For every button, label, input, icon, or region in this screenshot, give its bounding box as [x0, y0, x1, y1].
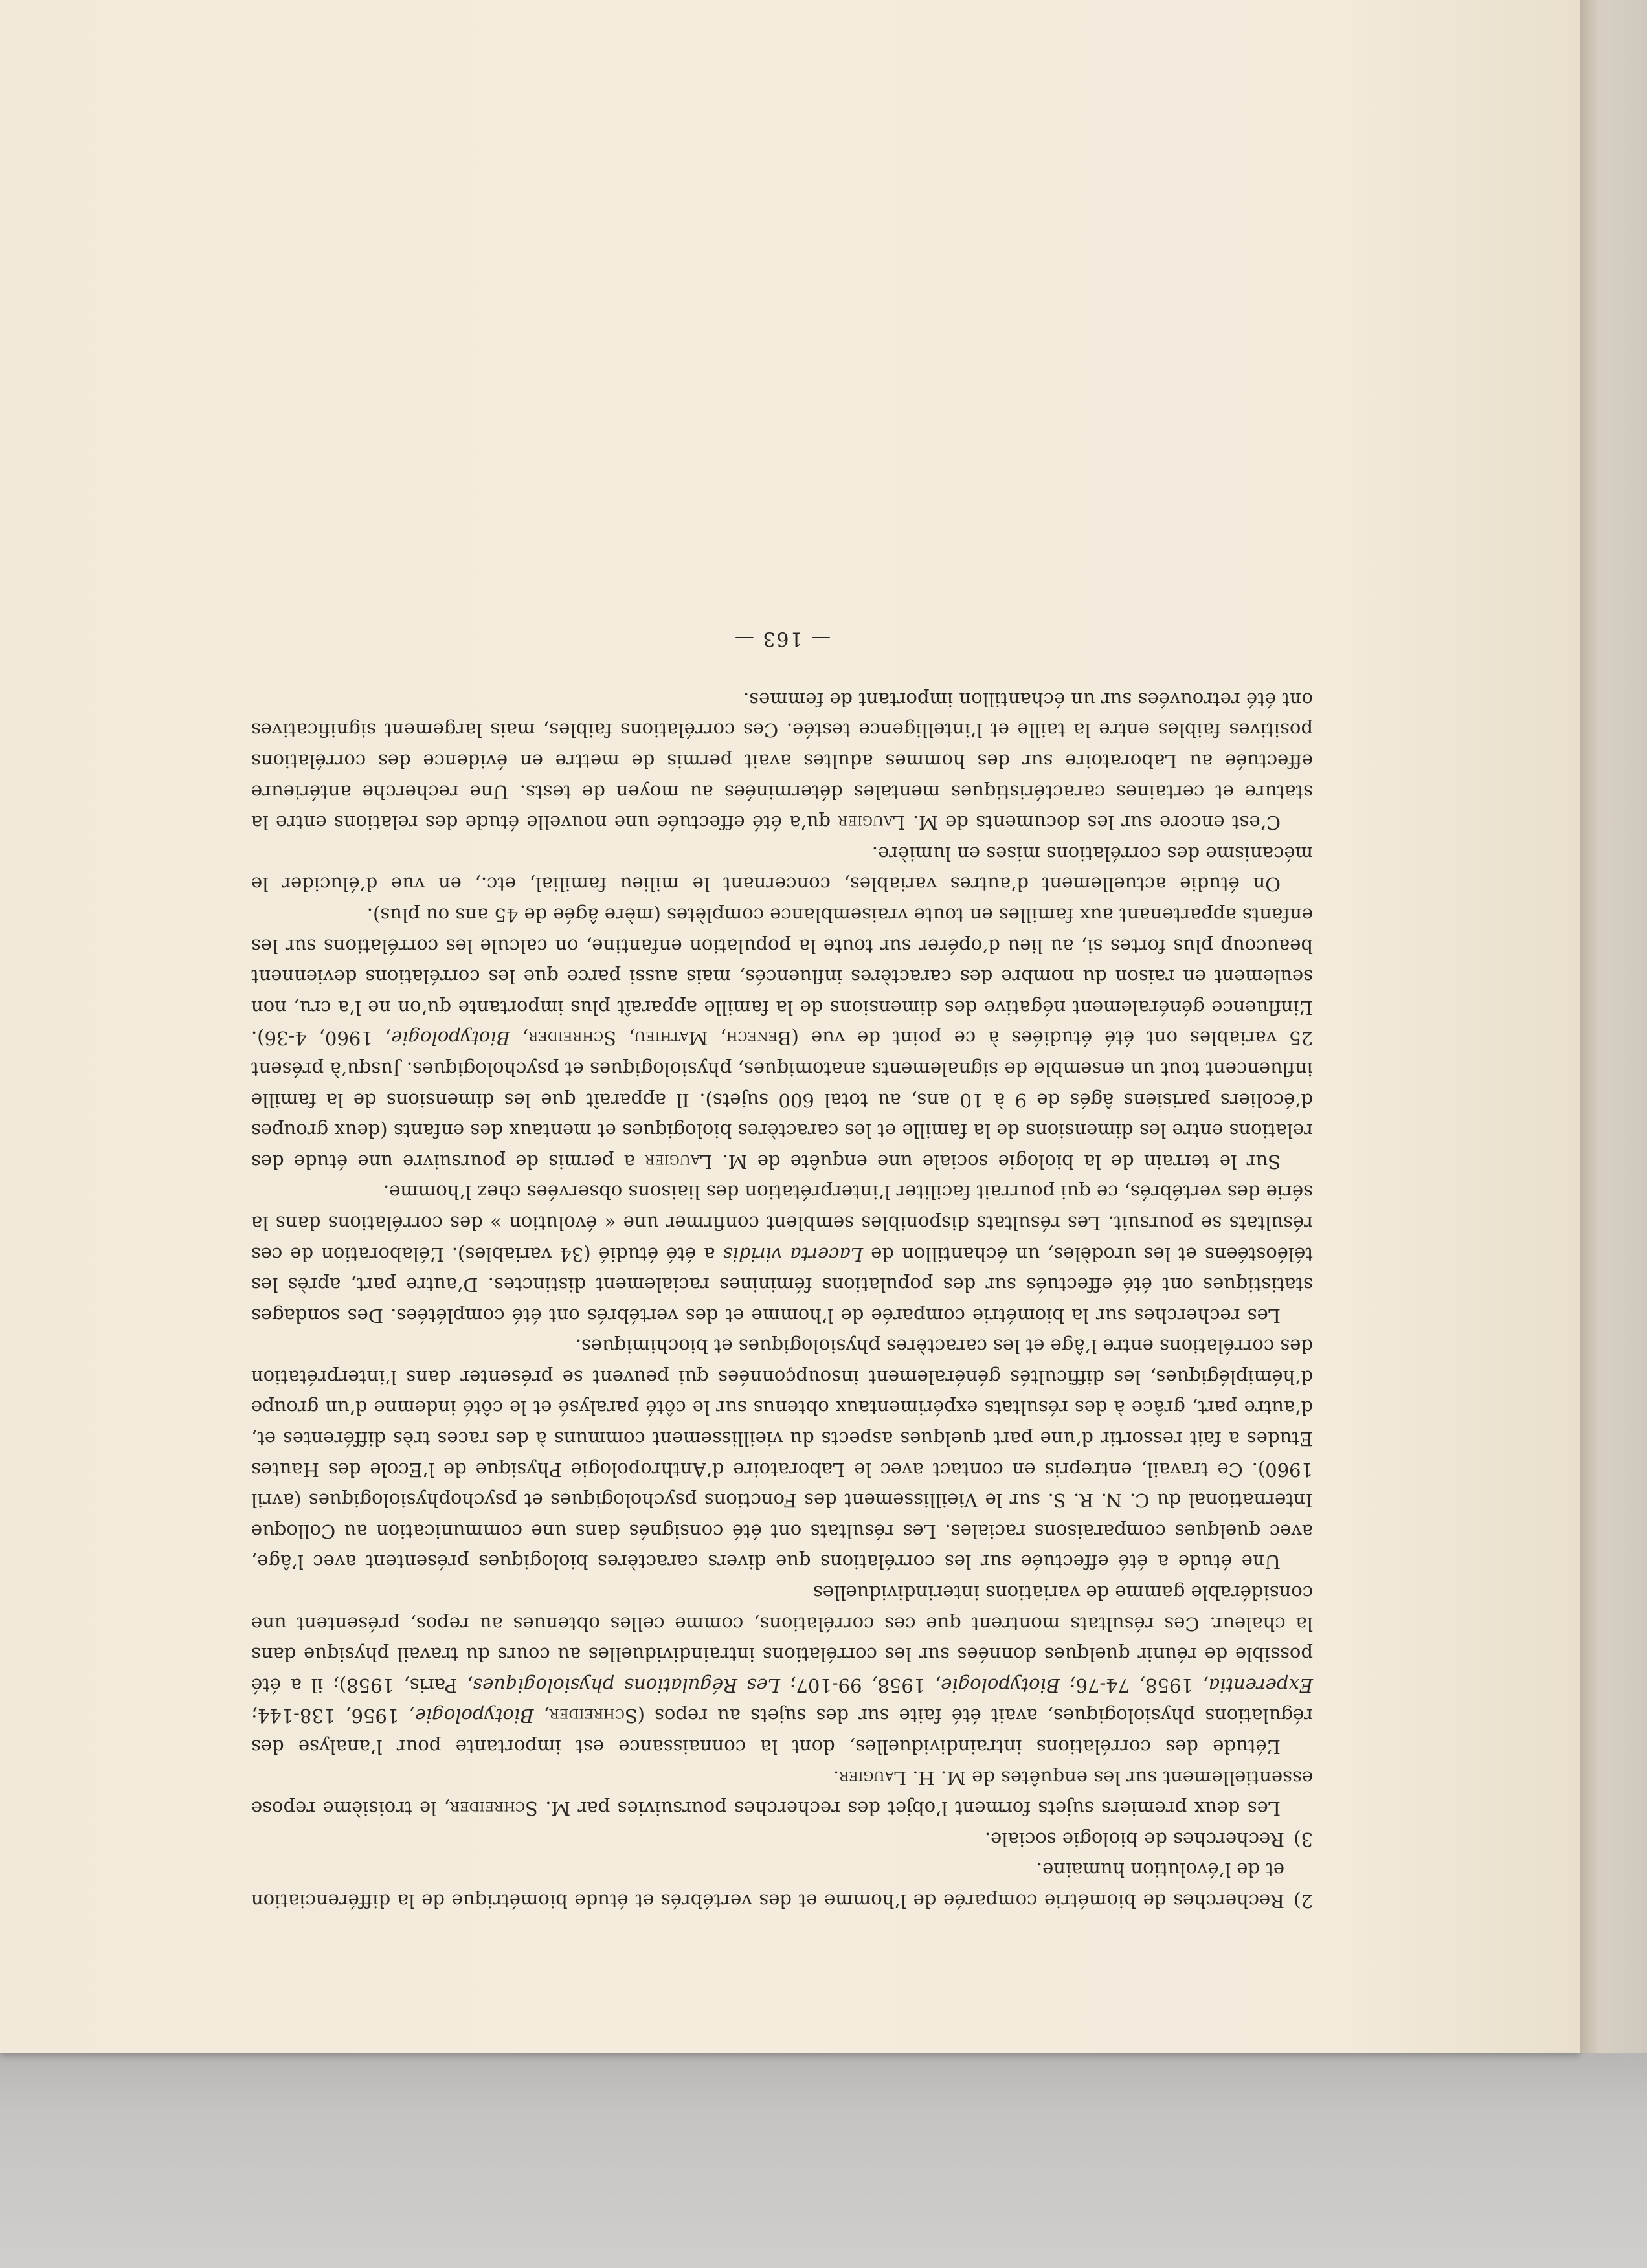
- citation-title: Biotypologie: [414, 1705, 534, 1728]
- list-item-3: [251, 1823, 1313, 1854]
- list-item-2: [251, 1854, 1313, 1916]
- citation-title: Biotypologie: [391, 1027, 510, 1050]
- paragraph-7: [251, 684, 1313, 838]
- text: a été étudié (34 variables). L’élaboration de ces résultats se poursuit. Les résultats disponibles semblent confirmer une « évolution » des corrélations dans la série des vertébrés, ce qui pourrait faciliter l’interprétation des liaisons observées chez l’homme.: [251, 1181, 1313, 1265]
- author-names: Benech, Mathieu, Schreider: [528, 1027, 792, 1050]
- page-text-upside-down: [251, 311, 1313, 1916]
- species-name: Lacerta viridis: [723, 1243, 864, 1265]
- text: ,: [510, 1027, 529, 1050]
- text: , 1958, 74-76;: [1060, 1674, 1209, 1696]
- paragraph-2: [251, 1577, 1313, 1762]
- page-edge: [1580, 0, 1647, 2053]
- text: a permis de poursuivre une étude des relations entre les dimensions de la famille et les caractères biologiques et mentaux des enfants (deux groupes d’écoliers parisiens âgés de 9 à 10 ans, au total 600 sujets). Il apparaît que les dimensions de la famille influencent tout un ensemble de signalements anatomiques, physiologiques et psychologiques. Jusqu’à présent 25 variables ont été étudiées à ce point de vue (: [251, 1027, 1313, 1173]
- paragraph-6: On étudie actuellement d’autres variables, concernant le milieu familial, etc., en vue d’élucider le mécanisme des corrélations mises en lumière.: [251, 842, 1313, 896]
- text: C’est encore sur les documents de M.: [905, 812, 1281, 834]
- paragraph-5: [251, 899, 1313, 1176]
- author-name: Schreider: [549, 1705, 638, 1728]
- text: Sur le terrain de la biologie sociale une enquête de M.: [712, 1150, 1281, 1173]
- list-number: 3): [1294, 1828, 1313, 1851]
- author-name: Schreider: [450, 1797, 538, 1820]
- text: Les recherches sur la biométrie comparée de l’homme et des vertébrés ont été complétées. Des sondages statistiques ont été effectués sur des populations féminines racialement distinctes. D’autre part, après les téléostéens et les urodèles, un échantillon de: [251, 1243, 1313, 1327]
- text: qu’a été effectuée une nouvelle étude des relations entre la stature et certaines caractéristiques mentales déterminées au moyen de tests. Une recherche antérieure effectuée au Laboratoire sur des hommes adultes avait permis de mettre en évidence des corrélations positives faibles entre la taille et l’intelligence testée. Ces corrélations faibles, mais largement significatives ont été retrouvées sur un échantillon important de femmes.: [251, 688, 1313, 834]
- text: L’étude des corrélations intraindividuelles, dont la connaissance est importante pour l’analyse des régulations physiologiques, avait été faite sur des sujets au repos (: [251, 1705, 1313, 1759]
- text: , le troisième repose essentiellement sur les enquêtes de M. H.: [251, 1766, 1313, 1820]
- text: .: [833, 1766, 839, 1789]
- author-name: Laugier: [838, 1766, 907, 1789]
- text: , 1958, 99-107;: [779, 1674, 941, 1696]
- list-text: Recherches de biologie sociale.: [984, 1828, 1284, 1851]
- text: Les deux premiers sujets forment l’objet des recherches poursuivies par M.: [537, 1797, 1281, 1820]
- citation-title: Biotypologie: [941, 1674, 1060, 1696]
- citation-title: Les Régulations physiologiques: [473, 1674, 780, 1696]
- citation-title: Experentia: [1208, 1674, 1313, 1696]
- text: , 1956, 138-144;: [251, 1705, 415, 1728]
- text: , Paris, 1958); il a été possible de réunir quelques données sur les corrélations intraindividuelles au cours du travail physique dans la chaleur. Ces résultats montrent que ces corrélations, comme celles obtenues au repos, présentent une considérable gamme de variations interindividuelles: [251, 1582, 1313, 1696]
- text: ,: [533, 1705, 550, 1728]
- page-number: — 163 —: [733, 627, 831, 650]
- author-name: Laugier: [645, 1150, 713, 1173]
- list-number: 2): [1294, 1890, 1313, 1912]
- paragraph-3: Une étude a été effectuée sur les corrélations que divers caractères biologiques présentent avec l’âge, avec quelques comparaisons raciales. Les résultats ont été consignés dans une communication au Colloque International du C. N. R. S. sur le Vieillissement des Fonctions psychologiques et psychophysiologiques (avril 1960). Ce travail, entrepris en contact avec le Laboratoire d’Anthropologie Physique de l’Ecole des Hautes Etudes a fait ressortir d’une part quelques aspects du vieillissement communs à des races très différentes et, d’autre part, grâce à des résultats expérimentaux obtenus sur le côté paralysé et le côté indemne d’un groupe d’hémiplégiques, les difficultés généralement insoupçonnées qui peuvent se présenter dans l’interprétation des corrélations entre l’âge et les caractères physiologiques et biochimiques.: [251, 1335, 1313, 1573]
- list-text: Recherches de biométrie comparée de l’homme et des vertébrés et étude biométrique de la différenciation et de l’évolution humaine.: [251, 1859, 1284, 1912]
- scanner-background: [0, 2045, 1647, 2268]
- author-name: Laugier: [838, 812, 906, 834]
- text: , 1960, 4-36). L’influence généralement négative des dimensions de la famille apparaît plus importante qu’on ne l’a cru, non seulement en raison du nombre des caractères influencés, mais aussi parce que les corrélations deviennent beaucoup plus fortes si, au lieu d’opérer sur toute la population enfantine, on calcule les corrélations sur les enfants appartenant aux familles en toute vraisemblance complètes (mère âgée de 45 ans ou plus).: [251, 904, 1313, 1050]
- paragraph-4: [251, 1177, 1313, 1331]
- paragraph-1: [251, 1762, 1313, 1823]
